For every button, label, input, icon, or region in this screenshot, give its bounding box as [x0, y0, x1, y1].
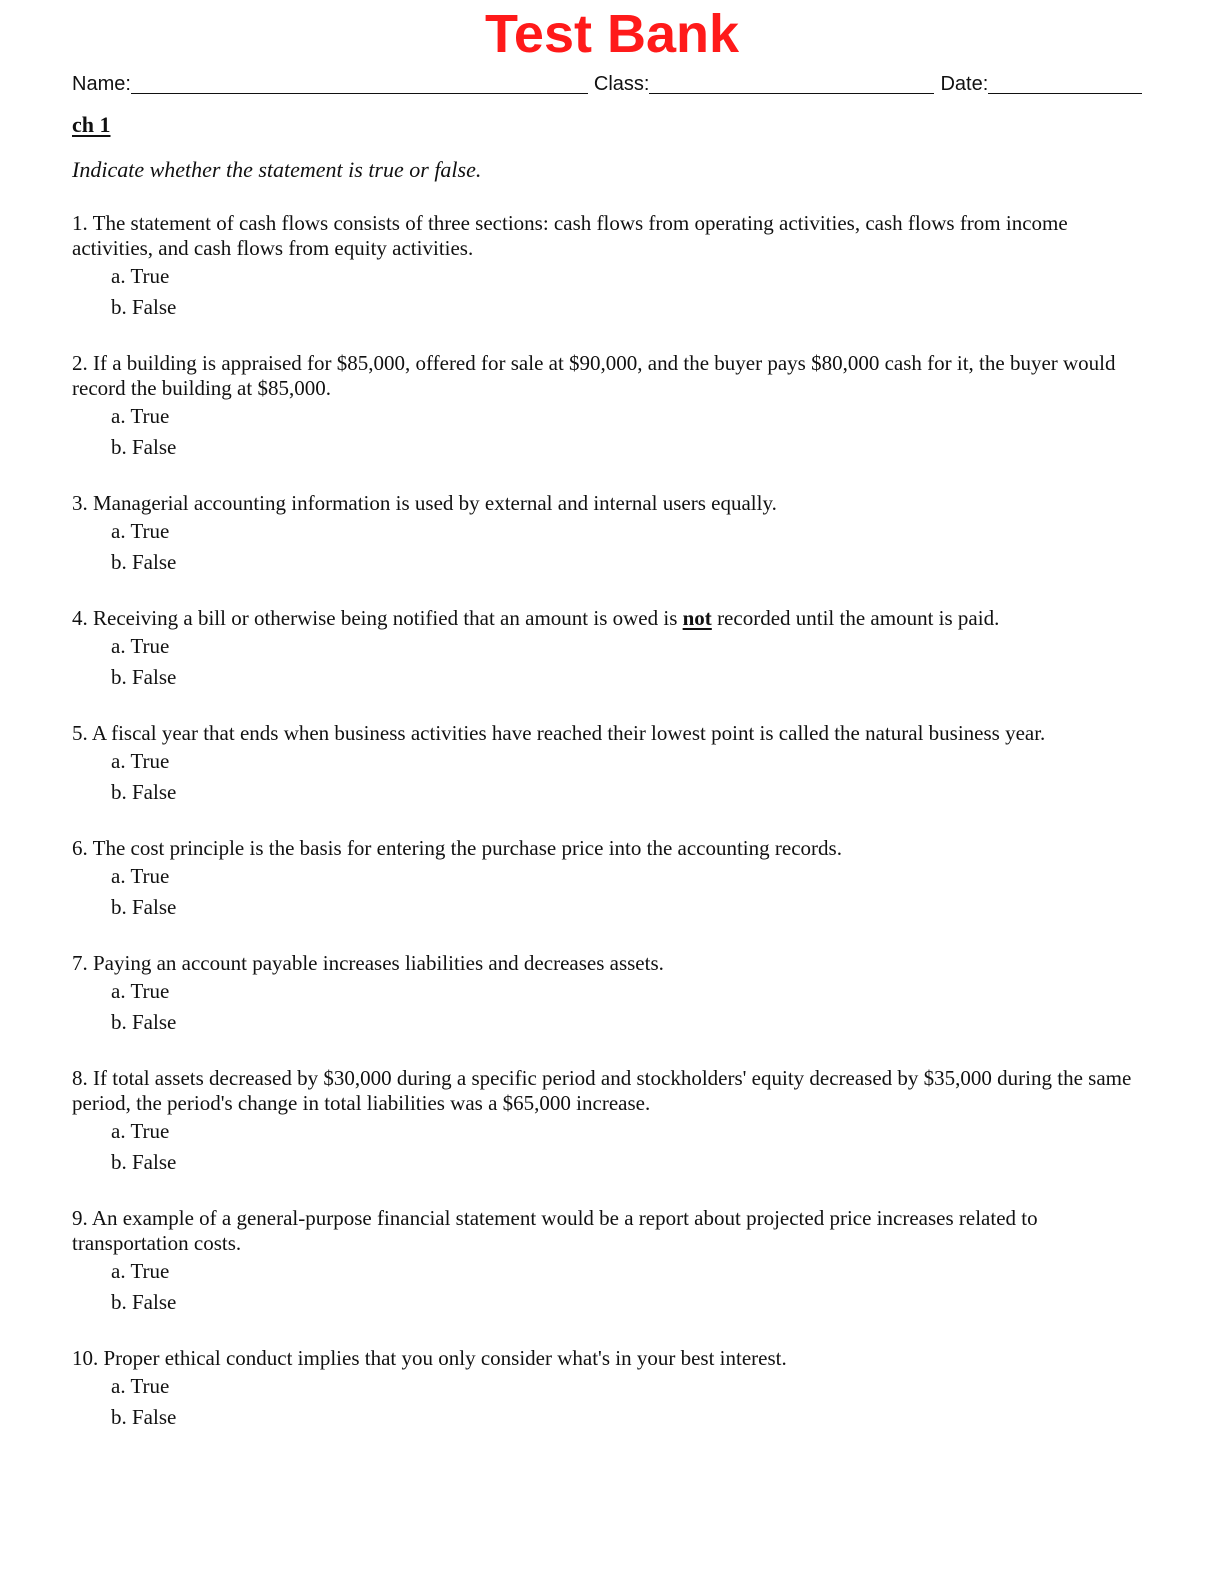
class-field[interactable]	[594, 71, 935, 96]
option-true: a. True	[111, 749, 170, 773]
name-blank-line[interactable]	[131, 71, 588, 94]
question-item	[72, 721, 1147, 808]
question-item	[72, 1346, 1147, 1433]
option-false: b. False	[111, 780, 177, 804]
chapter-heading: ch 1	[72, 112, 111, 137]
page-title: Test Bank	[484, 4, 740, 64]
option-true: a. True	[111, 979, 170, 1003]
option-true: a. True	[111, 1374, 170, 1398]
question-item	[72, 1206, 1147, 1318]
option-true: a. True	[111, 1259, 170, 1283]
option-false: b. False	[111, 1405, 177, 1429]
question-item	[72, 1066, 1147, 1178]
option-false: b. False	[111, 1150, 177, 1174]
option-false: b. False	[111, 665, 177, 689]
question-text-before: 4. Receiving a bill or otherwise being notified that an amount is owed is	[72, 606, 683, 630]
date-label: Date:	[940, 73, 989, 95]
question-text: 10. Proper ethical conduct implies that you only consider what's in your best interest.	[72, 1346, 787, 1370]
option-true: a. True	[111, 1119, 170, 1143]
question-item	[72, 951, 1147, 1038]
question-item	[72, 606, 1147, 693]
option-true: a. True	[111, 864, 170, 888]
option-false: b. False	[111, 895, 177, 919]
question-list	[72, 211, 1147, 1461]
date-field[interactable]	[940, 71, 1142, 96]
class-label: Class:	[593, 73, 650, 95]
option-true: a. True	[111, 519, 170, 543]
option-false: b. False	[111, 435, 177, 459]
option-false: b. False	[111, 1290, 177, 1314]
question-item	[72, 351, 1147, 463]
question-text: 7. Paying an account payable increases liabilities and decreases assets.	[72, 951, 664, 975]
option-true: a. True	[111, 404, 170, 428]
question-text: 8. If total assets decreased by $30,000 during a specific period and stockholders' equity decreased by $35,000 during the same period, the period's change in total liabilities was a $65,000 increase.	[72, 1066, 1132, 1115]
option-false: b. False	[111, 1010, 177, 1034]
question-text: 3. Managerial accounting information is used by external and internal users equally.	[72, 491, 777, 515]
question-text	[72, 606, 1147, 631]
option-false: b. False	[111, 295, 177, 319]
question-item	[72, 491, 1147, 578]
question-item	[72, 211, 1147, 323]
option-true: a. True	[111, 634, 170, 658]
option-true: a. True	[111, 264, 170, 288]
question-text: 1. The statement of cash flows consists of three sections: cash flows from operating activities, cash flows from income activities, and cash flows from equity activities.	[72, 211, 1068, 260]
question-text: 5. A fiscal year that ends when business activities have reached their lowest point is called the natural business year.	[72, 721, 1046, 745]
name-field[interactable]	[72, 71, 588, 96]
question-item	[72, 836, 1147, 923]
question-text: 9. An example of a general-purpose financial statement would be a report about projected price increases related to transportation costs.	[72, 1206, 1038, 1255]
option-false: b. False	[111, 550, 177, 574]
name-label: Name:	[72, 73, 131, 95]
question-text: 2. If a building is appraised for $85,000, offered for sale at $90,000, and the buyer pays $80,000 cash for it, the buyer would record the building at $85,000.	[72, 351, 1116, 400]
question-text: 6. The cost principle is the basis for entering the purchase price into the accounting records.	[72, 836, 842, 860]
date-blank-line[interactable]	[988, 71, 1142, 94]
student-info-fields	[72, 70, 1142, 96]
question-emphasis: not	[682, 606, 712, 630]
instructions-text: Indicate whether the statement is true or false.	[72, 157, 482, 182]
class-blank-line[interactable]	[649, 71, 934, 94]
question-text-after: recorded until the amount is paid.	[711, 606, 1000, 630]
